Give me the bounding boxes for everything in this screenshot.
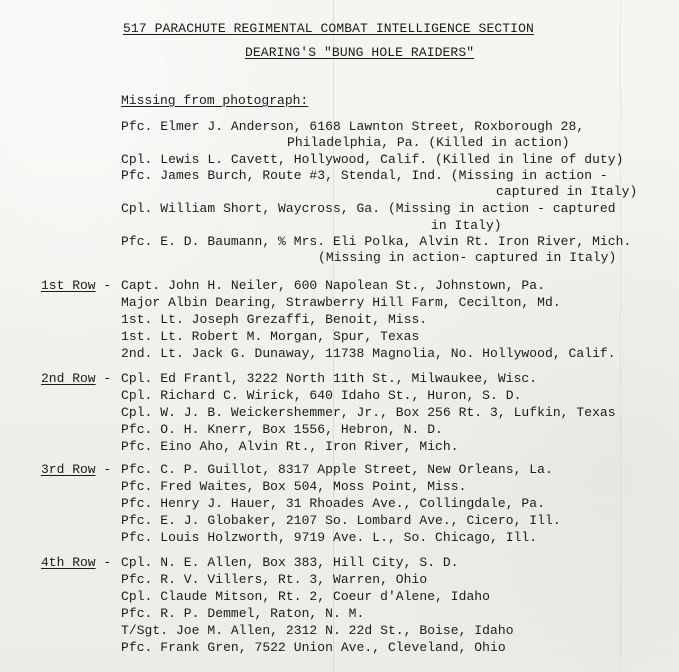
row-entry: T/Sgt. Joe M. Allen, 2312 N. 22d St., Boise, Idaho [121,623,514,638]
row-entry: Cpl. Claude Mitson, Rt. 2, Coeur d'Alene, Idaho [121,589,491,604]
document-title: 517 PARACHUTE REGIMENTAL COMBAT INTELLIGENCE SECTION [123,21,534,36]
row-label-dash: - [95,278,112,293]
row-entry: Capt. John H. Neiler, 600 Napolean St., Johnstown, Pa. [121,278,545,293]
row-label-dash: - [95,462,112,477]
row-entry: Pfc. R. P. Demmel, Raton, N. M. [121,606,365,621]
row-entry: Pfc. Henry J. Hauer, 31 Rhoades Ave., Collingdale, Pa. [121,496,545,511]
row-entry: Major Albin Dearing, Strawberry Hill Farm, Cecilton, Md. [121,295,561,310]
row-label-text: 4th Row [41,555,96,570]
row-label-2nd [41,371,111,387]
row-label-text: 1st Row [41,278,96,293]
missing-line: Cpl. William Short, Waycross, Ga. (Missing in action - captured [121,201,616,216]
row-entry: 1st. Lt. Robert M. Morgan, Spur, Texas [121,329,420,344]
row-entry: Pfc. R. V. Villers, Rt. 3, Warren, Ohio [121,572,428,587]
row-entry: Cpl. Ed Frantl, 3222 North 11th St., Milwaukee, Wisc. [121,371,538,386]
row-label-dash: - [95,555,112,570]
missing-heading: Missing from photograph: [121,93,309,108]
row-entry: Cpl. W. J. B. Weickershemmer, Jr., Box 256 Rt. 3, Lufkin, Texas [121,405,616,420]
row-label-text: 3rd Row [41,462,96,477]
row-label-1st [41,278,111,294]
row-entry: Pfc. Eino Aho, Alvin Rt., Iron River, Mich. [121,439,459,454]
row-entry: Pfc. O. H. Knerr, Box 1556, Hebron, N. D. [121,422,443,437]
row-entry: Cpl. N. E. Allen, Box 383, Hill City, S. D. [121,555,459,570]
missing-line: Pfc. James Burch, Route #3, Stendal, Ind. (Missing in action - [121,168,608,183]
missing-line: Cpl. Lewis L. Cavett, Hollywood, Calif. (Killed in line of duty) [121,152,624,167]
row-entry: 2nd. Lt. Jack G. Dunaway, 11738 Magnolia, No. Hollywood, Calif. [121,346,616,361]
missing-line: Pfc. E. D. Baumann, % Mrs. Eli Polka, Alvin Rt. Iron River, Mich. [121,234,632,249]
row-entry: 1st. Lt. Joseph Grezaffi, Benoit, Miss. [121,312,428,327]
row-entry: Cpl. Richard C. Wirick, 640 Idaho St., Huron, S. D. [121,388,522,403]
row-entry: Pfc. E. J. Globaker, 2107 So. Lombard Ave., Cicero, Ill. [121,513,561,528]
row-entry: Pfc. C. P. Guillot, 8317 Apple Street, New Orleans, La. [121,462,553,477]
row-label-dash: - [95,371,112,386]
row-entry: Pfc. Fred Waites, Box 504, Moss Point, Miss. [121,479,467,494]
row-label-4th [41,555,111,571]
missing-line: in Italy) [431,218,502,233]
missing-line: captured in Italy) [496,184,638,199]
row-label-text: 2nd Row [41,371,96,386]
missing-line: Philadelphia, Pa. (Killed in action) [287,135,570,150]
document-subtitle: DEARING'S "BUNG HOLE RAIDERS" [245,45,475,60]
row-entry: Pfc. Frank Gren, 7522 Union Ave., Cleveland, Ohio [121,640,506,655]
row-entry: Pfc. Louis Holzworth, 9719 Ave. L., So. Chicago, Ill. [121,530,538,545]
missing-line: Pfc. Elmer J. Anderson, 6168 Lawnton Street, Roxborough 28, [121,119,585,134]
missing-line: (Missing in action- captured in Italy) [318,250,617,265]
row-label-3rd [41,462,111,478]
paper-fold [620,0,621,672]
